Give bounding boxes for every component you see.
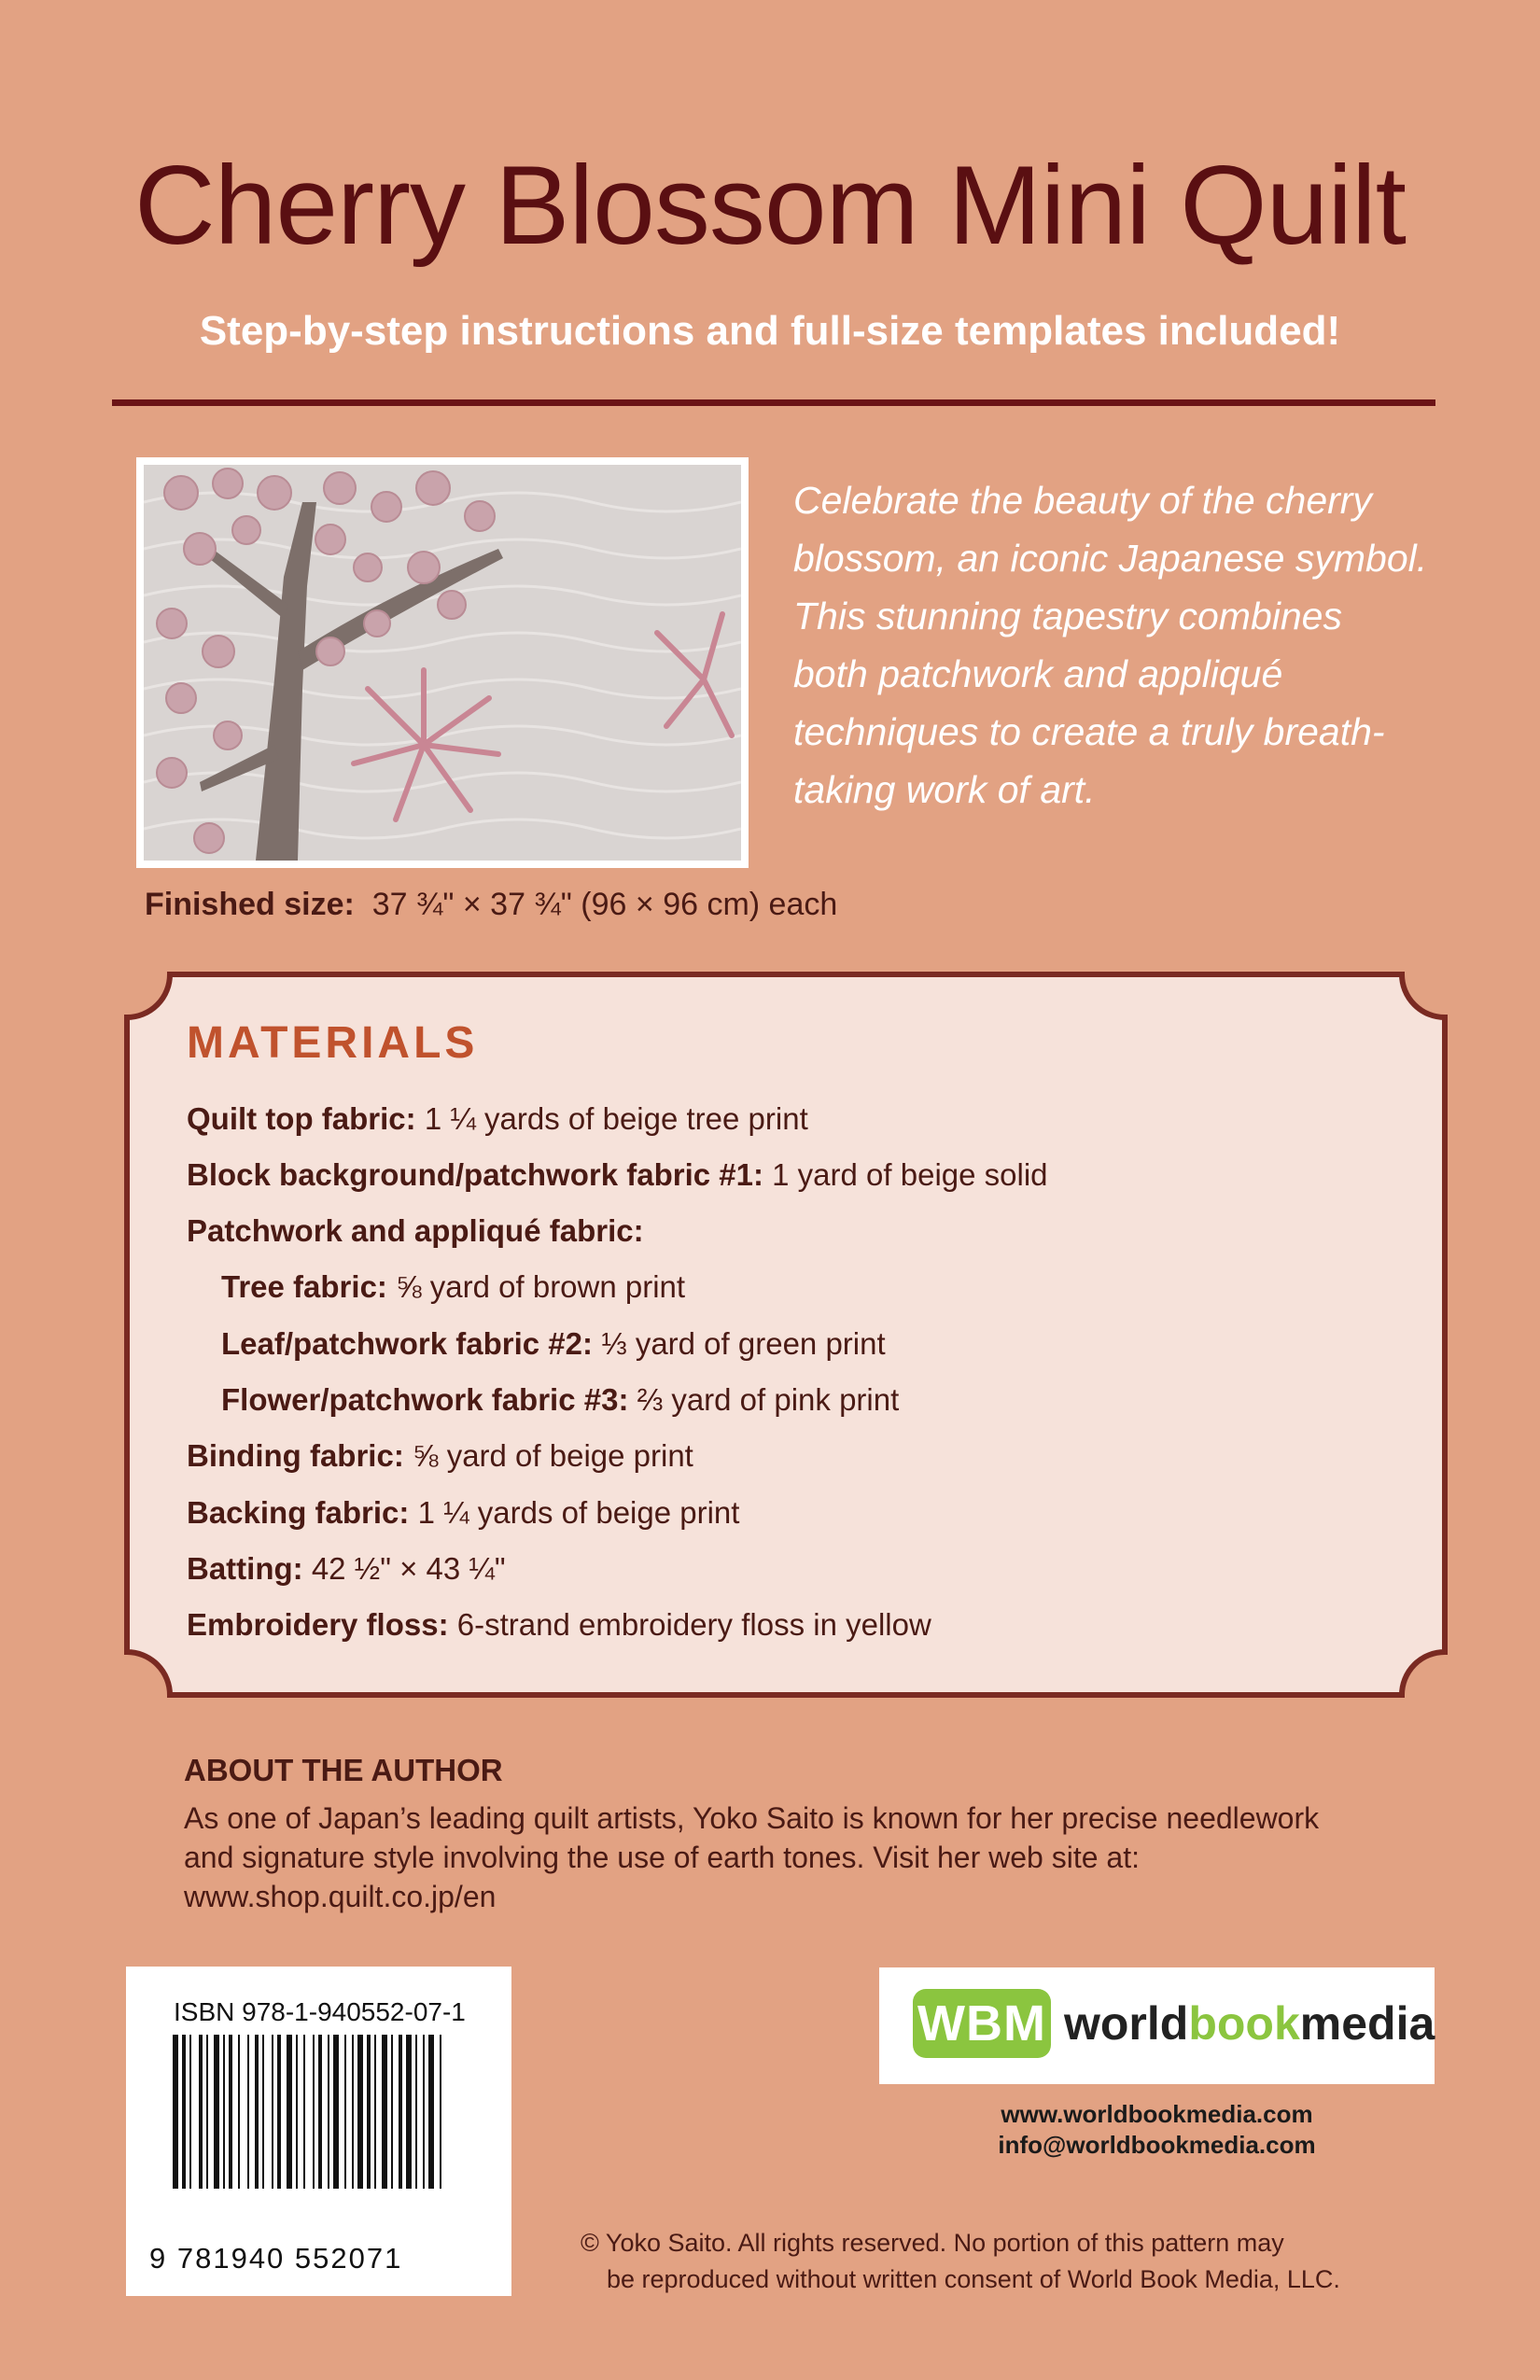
copyright-line: be reproduced without written consent of World Book Media, LLC. — [607, 2265, 1340, 2293]
material-label: Backing fabric: — [187, 1495, 410, 1530]
barcode-bar — [199, 2035, 203, 2189]
barcode-bar — [255, 2035, 259, 2189]
barcode-bar — [352, 2035, 354, 2189]
material-label: Embroidery floss: — [187, 1607, 449, 1642]
barcode-bar — [296, 2035, 298, 2189]
material-item — [187, 1607, 931, 1643]
quilt-image — [144, 465, 741, 861]
blurb-line: taking work of art. — [793, 768, 1096, 811]
barcode-bar — [313, 2035, 315, 2189]
barcode-bar — [391, 2035, 393, 2189]
publisher-email[interactable]: info@worldbookmedia.com — [998, 2131, 1316, 2159]
blurb-line: techniques to create a truly breath- — [793, 710, 1385, 753]
material-label: Flower/patchwork fabric #3: — [221, 1382, 629, 1417]
material-item — [187, 1438, 693, 1474]
barcode-bar — [344, 2035, 346, 2189]
about-text — [184, 1799, 1397, 1916]
barcode-bar — [406, 2035, 412, 2189]
barcode-bar — [415, 2035, 417, 2189]
barcode-bar — [374, 2035, 376, 2189]
description-blurb — [793, 471, 1447, 819]
wbm-logo-mark: WBM — [913, 1989, 1051, 2058]
copyright-line: © Yoko Saito. All rights reserved. No portion of this pattern may — [581, 2229, 1284, 2257]
material-value: ⅓ yard of green print — [601, 1326, 886, 1361]
barcode-bar — [223, 2035, 225, 2189]
barcode-bar — [328, 2035, 329, 2189]
material-item — [221, 1269, 685, 1305]
subtitle: Step-by-step instructions and full-size templates included! — [199, 308, 1341, 354]
logo-word: book — [1188, 1997, 1300, 2050]
material-label: Binding fabric: — [187, 1438, 404, 1473]
material-value: ⅔ yard of pink print — [637, 1382, 900, 1417]
material-label: Leaf/patchwork fabric #2: — [221, 1326, 593, 1361]
publisher-logo-text — [1064, 1995, 1435, 2051]
barcode-bar — [382, 2035, 387, 2189]
finished-size-value: 37 ¾" × 37 ¾" (96 × 96 cm) each — [371, 887, 838, 922]
barcode-bar — [367, 2035, 371, 2189]
barcode — [171, 2035, 469, 2193]
material-item — [187, 1101, 808, 1137]
material-label: Quilt top fabric: — [187, 1101, 416, 1136]
publisher-website[interactable]: www.worldbookmedia.com — [1001, 2100, 1313, 2128]
finished-size-label: Finished size: — [145, 887, 355, 922]
blurb-line: blossom, an iconic Japanese symbol. — [793, 537, 1428, 580]
material-item — [187, 1213, 644, 1249]
finished-size — [145, 887, 837, 923]
material-item — [187, 1551, 506, 1587]
barcode-bar — [399, 2035, 402, 2189]
quilt-photo — [136, 457, 749, 868]
barcode-bar — [247, 2035, 249, 2189]
barcode-bar — [272, 2035, 273, 2189]
blurb-line: both patchwork and appliqué — [793, 652, 1283, 695]
material-label: Batting: — [187, 1551, 303, 1586]
material-item — [187, 1157, 1048, 1193]
material-value: 1 ¼ yards of beige tree print — [424, 1101, 808, 1136]
about-line: www.shop.quilt.co.jp/en — [184, 1880, 497, 1913]
barcode-bar — [423, 2035, 425, 2189]
barcode-bar — [333, 2035, 339, 2189]
material-label: Patchwork and appliqué fabric: — [187, 1213, 644, 1248]
blurb-line: Celebrate the beauty of the cherry — [793, 479, 1372, 522]
barcode-bar — [189, 2035, 191, 2189]
material-value: 1 yard of beige solid — [772, 1157, 1048, 1192]
material-label: Block background/patchwork fabric #1: — [187, 1157, 763, 1192]
barcode-bar — [262, 2035, 264, 2189]
barcode-bar — [440, 2035, 441, 2189]
barcode-bar — [206, 2035, 208, 2189]
barcode-bar — [428, 2035, 434, 2189]
barcode-digits: 9 781940 552071 — [149, 2242, 403, 2275]
about-line: and signature style involving the use of earth tones. Visit her web site at: — [184, 1841, 1140, 1874]
barcode-bar — [238, 2035, 240, 2189]
material-item — [221, 1326, 886, 1362]
material-item — [221, 1382, 899, 1418]
barcode-bar — [229, 2035, 232, 2189]
barcode-bar — [357, 2035, 363, 2189]
title-divider — [112, 399, 1435, 406]
about-heading: ABOUT THE AUTHOR — [184, 1753, 503, 1787]
barcode-bar — [287, 2035, 292, 2189]
barcode-bar — [214, 2035, 219, 2189]
barcode-bar — [303, 2035, 305, 2189]
material-value: 42 ½" × 43 ¼" — [311, 1551, 506, 1586]
isbn-number: ISBN 978-1-940552-07-1 — [174, 1997, 466, 2026]
barcode-bar — [277, 2035, 281, 2189]
logo-word: media — [1299, 1997, 1435, 2050]
material-value: 6-strand embroidery floss in yellow — [456, 1607, 931, 1642]
material-value: ⅝ yard of brown print — [396, 1269, 686, 1304]
logo-word: world — [1064, 1997, 1189, 2050]
about-line: As one of Japan’s leading quilt artists, Yoko Saito is known for her precise needlework — [184, 1801, 1320, 1835]
blurb-line: This stunning tapestry combines — [793, 595, 1342, 637]
page-title: Cherry Blossom Mini Quilt — [134, 143, 1406, 268]
barcode-bar — [182, 2035, 186, 2189]
materials-heading: MATERIALS — [187, 1018, 479, 1068]
material-value: 1 ¼ yards of beige print — [417, 1495, 740, 1530]
barcode-bar — [318, 2035, 322, 2189]
barcode-bar — [173, 2035, 178, 2189]
material-item — [187, 1495, 739, 1531]
material-label: Tree fabric: — [221, 1269, 387, 1304]
material-value: ⅝ yard of beige print — [413, 1438, 693, 1473]
